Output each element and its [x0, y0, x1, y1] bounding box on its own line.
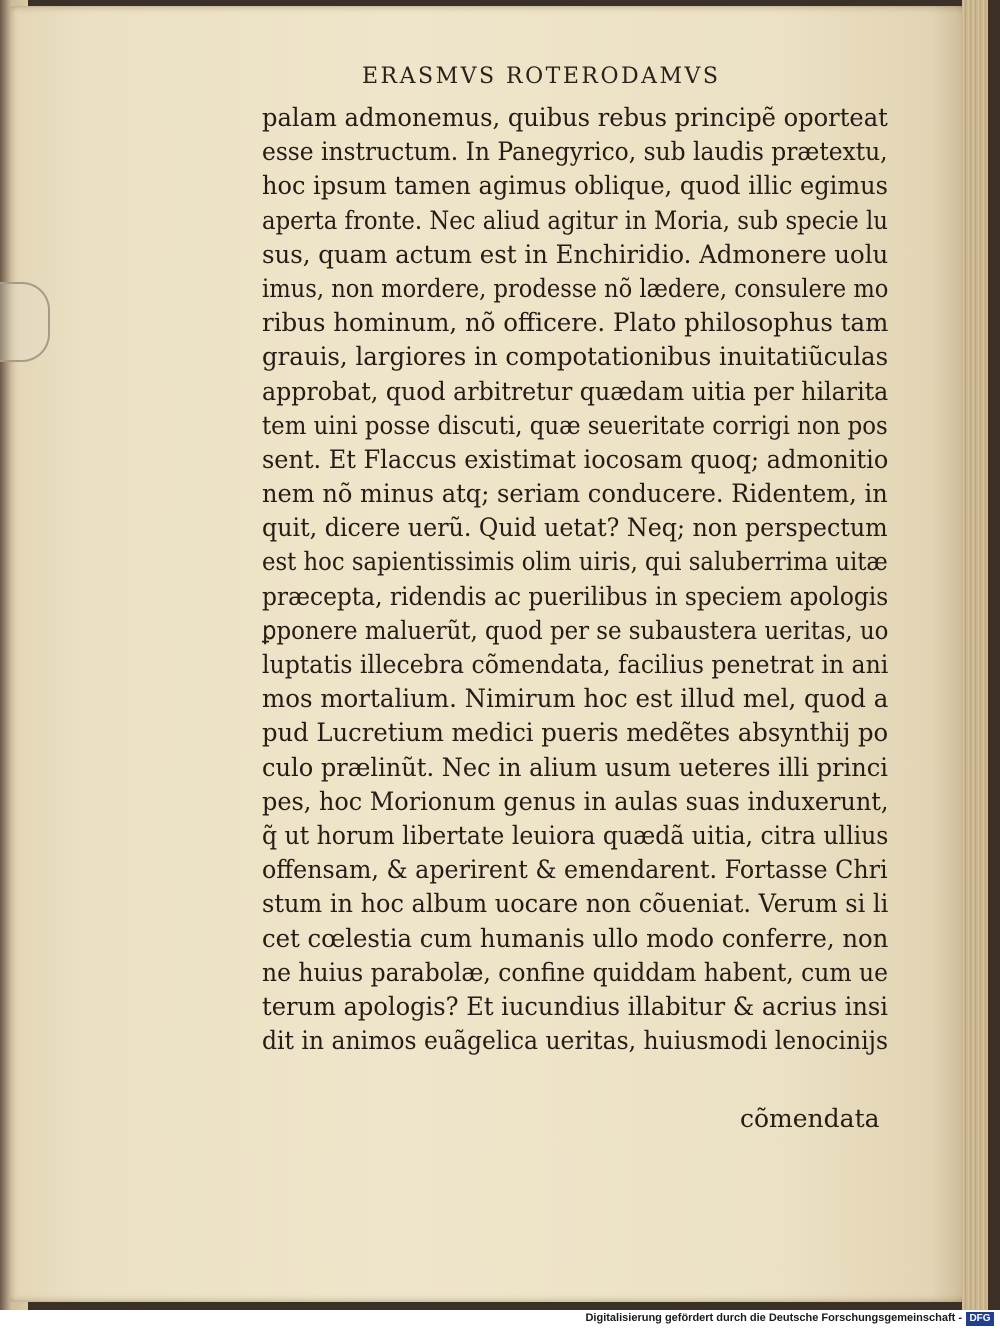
text-line: sent. Et Flaccus existimat iocosam quoq; admonitio — [262, 444, 889, 474]
text-line: culo prælinũt. Nec in alium usum ueteres illi princi — [262, 752, 888, 782]
text-line: mos mortalium. Nimirum hoc est illud mel, quod a — [262, 684, 889, 714]
text-line: tem uini posse discuti, quæ seueritate corrigi non pos — [262, 410, 888, 440]
text-line: dit in animos euãgelica ueritas, huiusmodi lenocinijs — [262, 1026, 888, 1056]
text-block — [262, 101, 888, 1058]
text-line: approbat, quod arbitretur quædam uitia per hilarita — [262, 376, 889, 406]
text-line: ribus hominum, nõ officere. Plato philosophus tam — [262, 308, 889, 338]
text-line: hoc ipsum tamen agimus oblique, quod illic egimus — [262, 171, 888, 201]
text-line: aperta fronte. Nec aliud agitur in Moria, sub specie lu — [262, 205, 888, 235]
text-line: q̃ ut horum libertate leuiora quædã uitia, citra ullius — [262, 820, 889, 850]
text-line: præcepta, ridendis ac puerilibus in speciem apologis — [262, 581, 889, 611]
text-line: palam admonemus, quibus rebus principẽ oporteat — [262, 103, 888, 132]
book-fore-edge — [962, 0, 1000, 1310]
text-line: grauis, largiores in compotationibus inuitatiũculas — [262, 342, 889, 372]
catchword: cõmendata — [740, 1104, 880, 1133]
text-line: quit, dicere uerũ. Quid uetat? Neq; non perspectum — [262, 513, 888, 543]
text-line: stum in hoc album uocare non cõueniat. Verum si li — [262, 889, 889, 919]
text-line: pes, hoc Morionum genus in aulas suas induxerunt, — [262, 786, 889, 816]
text-line: ꝑponere maluerũt, quod per se subaustera ueritas, uo — [262, 615, 889, 645]
text-line: pud Lucretium medici pueris medẽtes absynthij po — [262, 718, 889, 748]
paper-clip-mark — [0, 282, 50, 362]
text-line: nem nõ minus atq; seriam conducere. Ridentem, in — [262, 479, 888, 509]
footer-bar — [0, 1310, 1000, 1330]
dfg-logo: DFG — [966, 1312, 994, 1326]
text-line: esse instructum. In Panegyrico, sub laudis prætextu, — [262, 137, 888, 167]
text-line: sus, quam actum est in Enchiridio. Admonere uolu — [262, 239, 889, 269]
text-line: offensam, & aperirent & emendarent. Fortasse Chri — [262, 855, 888, 885]
text-line: est hoc sapientissimis olim uiris, qui saluberrima uitæ — [262, 547, 888, 577]
text-line: terum apologis? Et iucundius illabitur & acrius insi — [262, 991, 888, 1021]
text-line: cet cœlestia cum humanis ullo modo conferre, non — [262, 923, 889, 953]
funding-credit: Digitalisierung gefördert durch die Deutsche Forschungsgemeinschaft - — [585, 1312, 962, 1324]
text-line: imus, non mordere, prodesse nõ lædere, consulere mo — [262, 273, 889, 303]
running-head: ERASMVS ROTERODAMVS — [362, 64, 721, 89]
text-line: luptatis illecebra cõmendata, facilius penetrat in ani — [262, 650, 889, 679]
text-line: ne huius parabolæ, confine quiddam habent, cum ue — [262, 957, 888, 987]
